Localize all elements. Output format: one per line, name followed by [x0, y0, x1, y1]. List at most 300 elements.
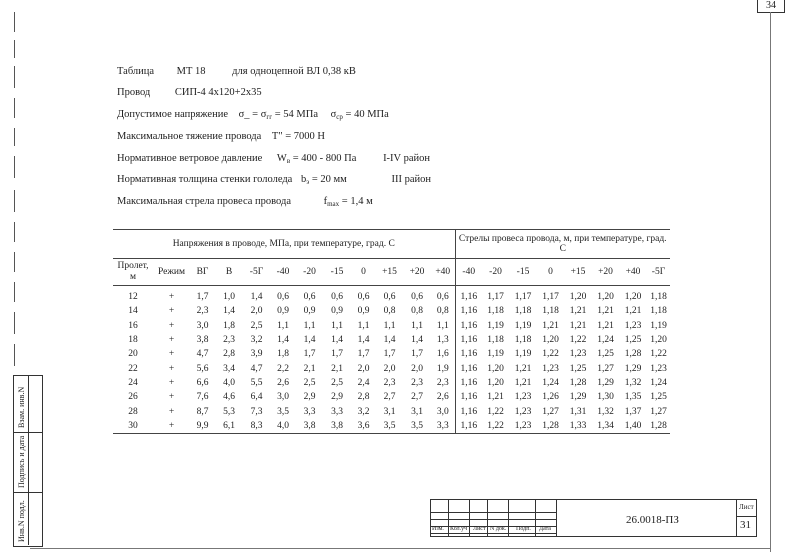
table-cell: 14	[128, 306, 138, 317]
table-cell: 1,21	[542, 320, 559, 331]
table-cell: 1,27	[542, 406, 559, 417]
table-cell: 1,22	[487, 420, 504, 431]
table-cell: 2,3	[383, 377, 396, 388]
table-cell: 1,20	[542, 335, 559, 346]
sag-value: = 1,4 м	[339, 196, 373, 207]
table-cell: 1,19	[514, 320, 532, 331]
table-cell: 1,1	[303, 320, 316, 331]
table-cell: 1,16	[460, 392, 478, 403]
table-cell: 20	[128, 349, 138, 360]
table-cell: 1,1	[431, 319, 455, 333]
table-cell: 1,16	[460, 349, 478, 360]
table-cell: 1,28	[650, 420, 667, 431]
stress-sub-1: гг	[266, 113, 273, 121]
table-cell: 1,16	[460, 320, 478, 331]
table-cell: 1,19	[514, 349, 532, 360]
table-cell: 1,21	[569, 320, 587, 331]
col-header: +40	[431, 259, 455, 286]
table-cell: 1,18	[514, 306, 532, 317]
table-cell: +	[168, 377, 175, 388]
table-cell: +	[168, 306, 175, 317]
title-block-vline	[535, 500, 536, 536]
table-cell: 1,23	[542, 363, 559, 374]
table-cell: 1,17	[542, 292, 559, 303]
sheet-label: Лист	[739, 503, 754, 511]
margin-tick	[14, 190, 15, 212]
side-stamp-divider	[28, 376, 29, 545]
table-cell: 4,0	[277, 420, 289, 431]
table-cell: 1,22	[487, 406, 504, 417]
stress-symbol: σ_ = σ	[238, 109, 267, 120]
table-cell: 1,9	[431, 361, 455, 375]
wind-sub: в	[286, 157, 291, 165]
table-cell: 1,4	[277, 335, 289, 346]
table-cell: +	[168, 363, 175, 374]
table-cell: 1,21	[569, 306, 587, 317]
side-text-inv-orig: Инв.N подл.	[17, 500, 26, 542]
table-cell: 12	[128, 292, 138, 303]
table-cell: 1,23	[514, 406, 532, 417]
table-cell: 4,7	[250, 363, 263, 374]
wind-label: Нормативное ветровое давление	[117, 153, 263, 164]
table-cell: 1,1	[277, 320, 289, 331]
col-header: Режим	[157, 267, 186, 277]
margin-tick	[14, 66, 15, 88]
col-header: -20	[303, 267, 316, 277]
col-header: 0	[548, 267, 553, 277]
ice-value: = 20 мм	[309, 174, 347, 185]
tension-value: Т" = 7000 Н	[271, 131, 326, 142]
col-header: В	[225, 267, 233, 277]
table-cell: +	[168, 292, 175, 303]
table-cell: 1,19	[650, 320, 667, 331]
title-block	[430, 499, 757, 537]
sag-sub: max	[327, 200, 340, 208]
table-cell: 18	[128, 335, 138, 346]
table-cell: 1,37	[624, 406, 642, 417]
table-cell: 0,8	[431, 304, 455, 318]
table-cell: 1,24	[542, 377, 559, 388]
table-cell: 3,5	[383, 420, 396, 431]
table-cell: 1,26	[542, 392, 559, 403]
table-cell: +	[168, 320, 175, 331]
stress-label: Допустимое напряжение	[117, 109, 228, 120]
table-cell: 1,18	[487, 335, 504, 346]
table-cell: 1,20	[569, 292, 587, 303]
table-cell: 1,34	[597, 420, 614, 431]
stress-line	[117, 109, 389, 121]
table-cell: 7,6	[196, 392, 209, 403]
table-cell: 1,8	[277, 349, 289, 360]
table-desc: для одноцепной ВЛ 0,38 кВ	[232, 66, 356, 77]
table-cell: 1,7	[411, 349, 423, 360]
table-cell: 1,16	[460, 406, 478, 417]
ice-line	[117, 174, 431, 186]
frame-bottom-border	[30, 548, 770, 549]
table-cell: 28	[128, 406, 138, 417]
table-cell: 2,7	[383, 392, 396, 403]
table-cell: 3,9	[250, 349, 263, 360]
table-cell: 2,1	[303, 363, 316, 374]
table-cell: 1,31	[569, 406, 587, 417]
table-cell: 1,32	[597, 406, 614, 417]
table-cell: 16	[128, 320, 138, 331]
table-cell: 1,28	[624, 349, 642, 360]
ice-symbol: b	[300, 174, 307, 185]
table-cell: 1,18	[650, 306, 667, 317]
table-cell: 1,18	[542, 306, 559, 317]
table-cell: 2,1	[331, 363, 343, 374]
table-cell: 3,5	[277, 406, 289, 417]
col-header: -40	[462, 267, 476, 277]
tension-label: Максимальное тяжение провода	[117, 131, 262, 142]
table-cell: 1,21	[597, 306, 614, 317]
table-title-row	[113, 230, 670, 259]
margin-tick	[14, 312, 15, 334]
table-cell: 3,0	[196, 320, 209, 331]
table-cell: 30	[128, 420, 138, 431]
table-cell: 1,22	[542, 349, 559, 360]
table-cell: 2,4	[357, 377, 370, 388]
col-header: -40	[276, 267, 290, 277]
stamp-label-ndok: N док.	[490, 526, 507, 532]
table-cell: 0,6	[383, 292, 396, 303]
table-cell: 1,25	[569, 363, 587, 374]
title-block-vline	[508, 500, 509, 536]
table-title-line	[117, 66, 356, 77]
table-cell: 2,0	[357, 363, 370, 374]
table-cell: 3,5	[411, 420, 423, 431]
table-cell: 2,5	[303, 377, 316, 388]
table-cell: 1,25	[624, 335, 642, 346]
table-label: Таблица	[117, 66, 155, 77]
table-cell: 3,2	[250, 335, 263, 346]
table-cell: 4,0	[223, 377, 235, 388]
wire-line	[117, 87, 262, 98]
sag-title: Стрелы провеса провода, м, при температуре, град. С	[455, 230, 670, 259]
table-cell: 2,3	[431, 376, 455, 390]
table-cell: 2,9	[303, 392, 316, 403]
table-cell: 1,4	[250, 292, 263, 303]
table-cell: 26	[128, 392, 138, 403]
title-block-vline	[448, 500, 449, 536]
table-cell: 3,3	[431, 419, 455, 434]
table-cell: 1,4	[331, 335, 343, 346]
table-cell: 1,27	[650, 406, 667, 417]
table-cell: +	[168, 406, 175, 417]
table-cell: 1,27	[597, 363, 614, 374]
table-cell: 7,3	[250, 406, 263, 417]
wire-value: СИП-4 4х120+2х35	[174, 87, 262, 98]
tension-line	[117, 131, 325, 142]
span-label-2: м	[129, 272, 136, 282]
table-cell: 1,20	[650, 335, 667, 346]
table-cell: 1,24	[597, 335, 614, 346]
sag-label: Максимальная стрела провеса провода	[117, 196, 291, 207]
col-header: +15	[570, 267, 586, 277]
table-cell: 2,5	[250, 320, 263, 331]
col-header: ВГ	[196, 267, 209, 277]
table-cell: 1,21	[514, 363, 532, 374]
table-cell: 1,4	[223, 306, 235, 317]
table-cell: 1,22	[650, 349, 667, 360]
table-cell: 3,3	[331, 406, 343, 417]
table-cell: 0,6	[277, 292, 289, 303]
table-cell: 1,16	[460, 363, 478, 374]
table-cell: 1,25	[597, 349, 614, 360]
table-row	[113, 333, 670, 347]
table-row	[113, 304, 670, 318]
table-cell: +	[168, 335, 175, 346]
stamp-label-list: Лист	[473, 526, 486, 532]
col-header: +20	[409, 267, 425, 277]
title-block-row	[431, 513, 556, 520]
sag-line	[117, 196, 373, 208]
wire-label: Провод	[117, 87, 151, 98]
table-cell: 2,6	[431, 390, 455, 404]
table-cell: 1,21	[487, 392, 504, 403]
table-cell: 1,4	[303, 335, 316, 346]
table-cell: 1,23	[514, 392, 532, 403]
table-cell: 1,29	[624, 363, 642, 374]
table-cell: 2,6	[277, 377, 289, 388]
ice-label: Нормативная толщина стенки гололеда	[117, 174, 293, 185]
table-cell: 5,6	[196, 363, 209, 374]
table-cell: 5,3	[223, 406, 235, 417]
table-cell: 4,7	[196, 349, 209, 360]
table-cell: 1,20	[624, 292, 642, 303]
stress-sub-2: ср	[336, 113, 343, 121]
stress-title: Напряжения в проводе, МПа, при температуре, град. С	[113, 230, 455, 259]
table-cell: 1,16	[460, 292, 478, 303]
table-row	[113, 390, 670, 404]
table-row	[113, 319, 670, 333]
table-cell: 1,7	[303, 349, 316, 360]
table-cell: 1,8	[223, 320, 235, 331]
margin-tick	[14, 40, 15, 58]
table-cell: 1,21	[624, 306, 642, 317]
stress-value-2: = 40 МПа	[342, 109, 389, 120]
table-cell: 6,4	[250, 392, 263, 403]
table-cell: 1,1	[383, 320, 396, 331]
table-row	[113, 419, 670, 434]
table-cell: 3,8	[331, 420, 343, 431]
table-cell: 2,3	[196, 306, 209, 317]
table-cell: 8,7	[196, 406, 209, 417]
table-cell: 4,6	[223, 392, 235, 403]
table-code: МТ 18	[176, 66, 206, 77]
table-cell: 1,7	[331, 349, 343, 360]
table-cell: 22	[128, 363, 138, 374]
side-text-inv-sub: Взам. инв.N	[17, 386, 26, 428]
table-cell: 1,1	[357, 320, 370, 331]
stress-value-1: = 54 МПа	[272, 109, 318, 120]
table-cell: 2,0	[250, 306, 263, 317]
table-cell: 1,4	[383, 335, 396, 346]
table-cell: 2,5	[331, 377, 343, 388]
table-cell: 1,22	[569, 335, 587, 346]
col-header: +40	[625, 267, 641, 277]
table-cell: 3,1	[411, 406, 423, 417]
table-cell: 3,2	[357, 406, 370, 417]
table-cell: 2,2	[277, 363, 289, 374]
table-cell: 1,17	[514, 292, 532, 303]
margin-tick	[14, 98, 15, 118]
ice-region: III район	[391, 174, 431, 185]
table-cell: 24	[128, 377, 138, 388]
table-cell: 1,4	[411, 335, 423, 346]
table-cell: 8,3	[250, 420, 263, 431]
table-cell: 3,1	[383, 406, 396, 417]
table-row	[113, 404, 670, 418]
table-cell: 9,9	[196, 420, 209, 431]
table-cell: 1,20	[487, 377, 504, 388]
table-cell: 0,9	[277, 306, 289, 317]
table-cell: 1,25	[650, 392, 667, 403]
table-cell: 1,17	[487, 292, 504, 303]
wind-symbol: W	[276, 153, 287, 164]
ice-sub: э	[306, 178, 310, 186]
table-cell: 1,40	[624, 420, 642, 431]
sheet-number: 31	[740, 519, 751, 531]
table-cell: 3,4	[223, 363, 235, 374]
table-cell: 1,23	[569, 349, 587, 360]
table-cell: 1,29	[569, 392, 587, 403]
table-cell: 0,9	[331, 306, 343, 317]
stamp-label-izm: Изм.	[432, 526, 444, 532]
wind-region: I-IV район	[383, 153, 430, 164]
stamp-label-podp: Подп.	[516, 526, 531, 532]
table-cell: 1,32	[624, 377, 642, 388]
sag-symbol: f	[323, 196, 328, 207]
table-cell: 1,23	[650, 363, 667, 374]
table-cell: 1,21	[597, 320, 614, 331]
table-cell: 0,8	[383, 306, 396, 317]
table-cell: +	[168, 349, 175, 360]
table-cell: 1,28	[542, 420, 559, 431]
table-cell: 1,1	[411, 320, 423, 331]
table-cell: +	[168, 420, 175, 431]
table-cell: 2,0	[411, 363, 423, 374]
table-cell: 0,9	[303, 306, 316, 317]
top-page-number: 34	[757, 0, 785, 13]
table-cell: 2,8	[357, 392, 370, 403]
table-row	[113, 286, 670, 305]
margin-tick	[14, 252, 15, 272]
table-cell: 1,23	[514, 420, 532, 431]
table-cell: 1,7	[196, 292, 209, 303]
table-cell: 1,19	[487, 320, 504, 331]
table-cell: 1,16	[460, 420, 478, 431]
wind-line	[117, 153, 430, 165]
table-cell: 0,6	[357, 292, 370, 303]
col-header: -15	[330, 267, 344, 277]
table-cell: 1,18	[650, 292, 667, 303]
margin-tick	[14, 344, 15, 366]
table-cell: 0,8	[411, 306, 423, 317]
table-cell: +	[168, 392, 175, 403]
table-cell: 1,7	[383, 349, 396, 360]
title-block-row	[431, 506, 556, 513]
col-header: -5Г	[651, 267, 666, 277]
data-table	[113, 229, 670, 434]
table-cell: 1,1	[331, 320, 343, 331]
table-cell: 3,6	[357, 420, 370, 431]
table-row	[113, 361, 670, 375]
col-header: -15	[516, 267, 530, 277]
table-cell: 1,16	[460, 377, 478, 388]
side-text-sign-date: Подпись и дата	[17, 435, 26, 488]
table-cell: 1,16	[460, 335, 478, 346]
col-header: -5Г	[249, 267, 264, 277]
sheet-divider	[736, 516, 756, 517]
wind-value: = 400 - 800 Па	[290, 153, 357, 164]
col-header: +15	[382, 267, 397, 277]
table-cell: 1,18	[487, 306, 504, 317]
table-cell: 1,19	[487, 349, 504, 360]
doc-code: 26.0018-ПЗ	[626, 514, 679, 526]
table-cell: 6,6	[196, 377, 209, 388]
table-cell: 1,7	[357, 349, 370, 360]
span-label-1: Пролет,	[117, 261, 149, 271]
table-cell: 3,0	[277, 392, 289, 403]
col-header-span	[113, 259, 153, 286]
margin-tick	[14, 282, 15, 302]
frame-right-border	[770, 12, 771, 552]
table-cell: 2,3	[223, 335, 235, 346]
side-stamp	[13, 375, 43, 547]
margin-tick	[14, 128, 15, 146]
table-row	[113, 347, 670, 361]
table-cell: 3,8	[196, 335, 209, 346]
table-cell: 1,20	[597, 292, 614, 303]
table-cell: 1,35	[624, 392, 642, 403]
table-cell: 1,4	[357, 335, 370, 346]
table-cell: 2,7	[411, 392, 423, 403]
table-cell: 0,6	[303, 292, 316, 303]
col-header: +20	[598, 267, 613, 277]
table-cell: 1,3	[431, 333, 455, 347]
table-cell: 0,6	[331, 292, 343, 303]
table-cell: 2,3	[411, 377, 423, 388]
table-cell: 1,20	[487, 363, 504, 374]
table-cell: 0,6	[431, 286, 455, 305]
table-cell: 5,5	[250, 377, 263, 388]
table-cell: 1,29	[597, 377, 614, 388]
table-cell: 1,0	[223, 292, 235, 303]
table-cell: 1,16	[460, 306, 478, 317]
title-block-vline	[469, 500, 470, 536]
table-cell: 1,33	[569, 420, 587, 431]
col-header: 0	[361, 267, 366, 277]
table-cell: 3,8	[303, 420, 316, 431]
stamp-label-data: Дата	[539, 526, 551, 532]
table-cell: 6,1	[223, 420, 235, 431]
table-cell: 2,8	[223, 349, 235, 360]
table-cell: 1,30	[597, 392, 614, 403]
title-block-vline	[487, 500, 488, 536]
col-header: -20	[489, 267, 502, 277]
table-cell: 0,9	[357, 306, 370, 317]
stamp-label-kol: Кол.уч	[450, 526, 468, 532]
table-cell: 0,6	[411, 292, 423, 303]
margin-tick	[14, 156, 15, 178]
table-cell: 1,28	[569, 377, 587, 388]
title-block-vline	[736, 500, 737, 536]
table-cell: 1,21	[514, 377, 532, 388]
data-table-body	[113, 230, 670, 434]
table-cell: 1,24	[650, 377, 667, 388]
